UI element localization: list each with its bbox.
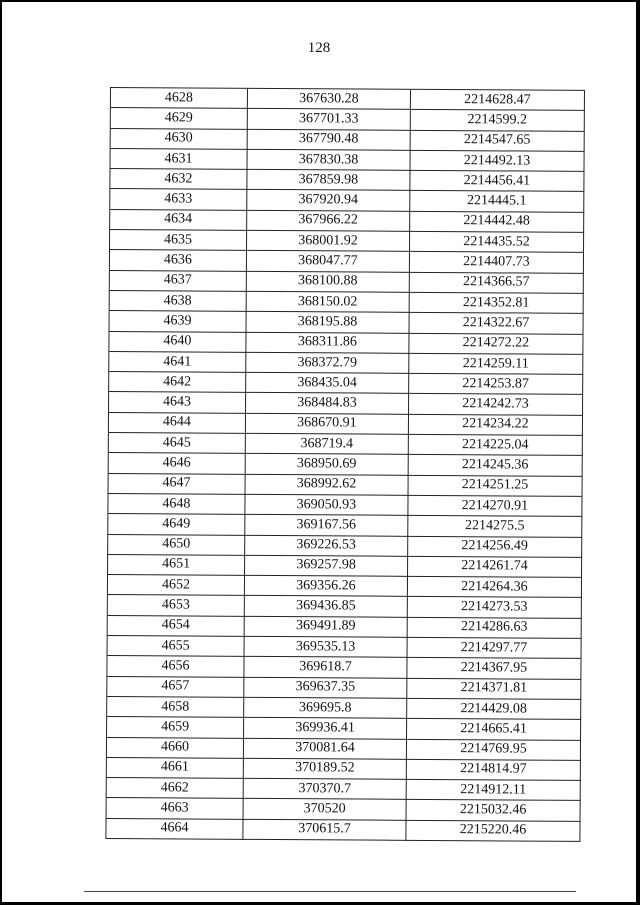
table-row bbox=[110, 291, 584, 314]
y-coordinate-cell: 2214242.73 bbox=[409, 394, 583, 415]
point-id-cell: 4647 bbox=[109, 474, 246, 495]
y-coordinate-cell: 2214769.95 bbox=[407, 739, 581, 760]
x-coordinate-cell: 370081.64 bbox=[244, 738, 407, 759]
table-row bbox=[107, 737, 581, 760]
point-id-cell: 4655 bbox=[108, 636, 245, 657]
x-coordinate-cell: 370520 bbox=[244, 799, 407, 820]
y-coordinate-cell: 2214256.49 bbox=[408, 536, 582, 557]
x-coordinate-cell: 367630.28 bbox=[248, 89, 411, 110]
y-coordinate-cell: 2214225.04 bbox=[409, 435, 583, 456]
point-id-cell: 4629 bbox=[111, 108, 248, 129]
point-id-cell: 4642 bbox=[109, 372, 246, 393]
x-coordinate-cell: 368150.02 bbox=[247, 292, 410, 313]
point-id-cell: 4632 bbox=[110, 169, 247, 190]
table-row bbox=[110, 311, 584, 334]
point-id-cell: 4638 bbox=[110, 291, 247, 312]
y-coordinate-cell: 2214322.67 bbox=[410, 313, 584, 334]
x-coordinate-cell: 368670.91 bbox=[246, 414, 409, 435]
table-row bbox=[108, 555, 582, 578]
table-row bbox=[109, 474, 583, 497]
table-row bbox=[109, 413, 583, 436]
x-coordinate-cell: 369356.26 bbox=[245, 576, 408, 597]
y-coordinate-cell: 2214275.5 bbox=[408, 516, 582, 537]
point-id-cell: 4628 bbox=[111, 88, 248, 109]
table-row bbox=[107, 758, 581, 781]
table-row bbox=[110, 230, 584, 253]
y-coordinate-cell: 2215032.46 bbox=[407, 800, 581, 821]
x-coordinate-cell: 368047.77 bbox=[247, 251, 410, 272]
point-id-cell: 4636 bbox=[110, 250, 247, 271]
y-coordinate-cell: 2214245.36 bbox=[409, 455, 583, 476]
point-id-cell: 4660 bbox=[107, 737, 244, 758]
table-row bbox=[107, 697, 581, 720]
x-coordinate-cell: 367920.94 bbox=[247, 190, 410, 211]
table-row bbox=[111, 88, 585, 111]
x-coordinate-cell: 368100.88 bbox=[247, 272, 410, 293]
y-coordinate-cell: 2214366.57 bbox=[410, 273, 584, 294]
y-coordinate-cell: 2214814.97 bbox=[407, 760, 581, 781]
point-id-cell: 4637 bbox=[110, 271, 247, 292]
point-id-cell: 4646 bbox=[109, 453, 246, 474]
x-coordinate-cell: 369050.93 bbox=[245, 495, 408, 516]
table-row bbox=[108, 595, 582, 618]
x-coordinate-cell: 370370.7 bbox=[244, 779, 407, 800]
x-coordinate-cell: 370189.52 bbox=[244, 759, 407, 780]
x-coordinate-cell: 369167.56 bbox=[245, 515, 408, 536]
y-coordinate-cell: 2214367.95 bbox=[407, 658, 581, 679]
table-row bbox=[106, 819, 580, 842]
x-coordinate-cell: 368719.4 bbox=[246, 434, 409, 455]
point-id-cell: 4657 bbox=[107, 677, 244, 698]
table-row bbox=[110, 189, 584, 212]
table-row bbox=[109, 453, 583, 476]
table-row bbox=[108, 535, 582, 558]
x-coordinate-cell: 369491.89 bbox=[245, 617, 408, 638]
point-id-cell: 4662 bbox=[107, 778, 244, 799]
table-row bbox=[108, 616, 582, 639]
table-row bbox=[109, 352, 583, 375]
x-coordinate-cell: 370615.7 bbox=[243, 820, 406, 841]
x-coordinate-cell: 368195.88 bbox=[247, 312, 410, 333]
x-coordinate-cell: 369226.53 bbox=[245, 535, 408, 556]
table-row bbox=[110, 210, 584, 233]
y-coordinate-cell: 2214547.65 bbox=[411, 130, 585, 151]
point-id-cell: 4639 bbox=[110, 311, 247, 332]
table-row bbox=[107, 656, 581, 679]
point-id-cell: 4631 bbox=[110, 149, 247, 170]
y-coordinate-cell: 2214599.2 bbox=[411, 110, 585, 131]
table-row bbox=[108, 514, 582, 537]
y-coordinate-cell: 2214251.25 bbox=[409, 475, 583, 496]
point-id-cell: 4644 bbox=[109, 413, 246, 434]
y-coordinate-cell: 2214261.74 bbox=[408, 557, 582, 578]
y-coordinate-cell: 2214371.81 bbox=[407, 678, 581, 699]
table-row bbox=[108, 575, 582, 598]
table-row bbox=[109, 372, 583, 395]
table-row bbox=[111, 108, 585, 131]
x-coordinate-cell: 367966.22 bbox=[247, 211, 410, 232]
y-coordinate-cell: 2215220.46 bbox=[406, 821, 580, 842]
x-coordinate-cell: 368435.04 bbox=[246, 373, 409, 394]
point-id-cell: 4641 bbox=[109, 352, 246, 373]
y-coordinate-cell: 2214259.11 bbox=[409, 354, 583, 375]
table-row bbox=[108, 494, 582, 517]
table-row bbox=[109, 392, 583, 415]
y-coordinate-cell: 2214492.13 bbox=[410, 151, 584, 172]
x-coordinate-cell: 369535.13 bbox=[245, 637, 408, 658]
y-coordinate-cell: 2214442.48 bbox=[410, 212, 584, 233]
x-coordinate-cell: 367701.33 bbox=[248, 109, 411, 130]
x-coordinate-cell: 369257.98 bbox=[245, 556, 408, 577]
y-coordinate-cell: 2214429.08 bbox=[407, 699, 581, 720]
x-coordinate-cell: 368001.92 bbox=[247, 231, 410, 252]
x-coordinate-cell: 367830.38 bbox=[247, 150, 410, 171]
point-id-cell: 4643 bbox=[109, 392, 246, 413]
point-id-cell: 4659 bbox=[107, 717, 244, 738]
y-coordinate-cell: 2214665.41 bbox=[407, 719, 581, 740]
point-id-cell: 4651 bbox=[108, 555, 245, 576]
point-id-cell: 4664 bbox=[106, 819, 243, 840]
y-coordinate-cell: 2214286.63 bbox=[408, 618, 582, 639]
y-coordinate-cell: 2214912.11 bbox=[407, 780, 581, 801]
x-coordinate-cell: 368372.79 bbox=[246, 353, 409, 374]
point-id-cell: 4640 bbox=[109, 332, 246, 353]
table-row bbox=[110, 271, 584, 294]
page-number: 128 bbox=[307, 40, 331, 56]
y-coordinate-cell: 2214445.1 bbox=[410, 191, 584, 212]
coordinate-table bbox=[105, 87, 585, 842]
y-coordinate-cell: 2214272.22 bbox=[409, 333, 583, 354]
point-id-cell: 4645 bbox=[109, 433, 246, 454]
table-row bbox=[110, 250, 584, 273]
y-coordinate-cell: 2214264.36 bbox=[408, 577, 582, 598]
point-id-cell: 4658 bbox=[107, 697, 244, 718]
x-coordinate-cell: 369637.35 bbox=[244, 677, 407, 698]
y-coordinate-cell: 2214456.41 bbox=[410, 171, 584, 192]
y-coordinate-cell: 2214297.77 bbox=[408, 638, 582, 659]
point-id-cell: 4652 bbox=[108, 575, 245, 596]
point-id-cell: 4654 bbox=[108, 616, 245, 637]
table-row bbox=[111, 129, 585, 152]
x-coordinate-cell: 368950.69 bbox=[246, 454, 409, 475]
table-row bbox=[109, 433, 583, 456]
x-coordinate-cell: 368311.86 bbox=[246, 332, 409, 353]
point-id-cell: 4649 bbox=[108, 514, 245, 535]
point-id-cell: 4648 bbox=[108, 494, 245, 515]
table-row bbox=[107, 798, 581, 821]
point-id-cell: 4663 bbox=[107, 798, 244, 819]
document-page bbox=[2, 2, 636, 902]
x-coordinate-cell: 368992.62 bbox=[246, 474, 409, 495]
x-coordinate-cell: 367790.48 bbox=[248, 129, 411, 150]
x-coordinate-cell: 369436.85 bbox=[245, 596, 408, 617]
point-id-cell: 4635 bbox=[110, 230, 247, 251]
table-row bbox=[107, 778, 581, 801]
point-id-cell: 4661 bbox=[107, 758, 244, 779]
y-coordinate-cell: 2214270.91 bbox=[408, 496, 582, 517]
point-id-cell: 4656 bbox=[107, 656, 244, 677]
x-coordinate-cell: 369695.8 bbox=[244, 698, 407, 719]
y-coordinate-cell: 2214253.87 bbox=[409, 374, 583, 395]
point-id-cell: 4653 bbox=[108, 595, 245, 616]
bottom-rule bbox=[84, 891, 576, 892]
x-coordinate-cell: 368484.83 bbox=[246, 393, 409, 414]
x-coordinate-cell: 369936.41 bbox=[244, 718, 407, 739]
table-row bbox=[109, 332, 583, 355]
point-id-cell: 4634 bbox=[110, 210, 247, 231]
y-coordinate-cell: 2214273.53 bbox=[408, 597, 582, 618]
y-coordinate-cell: 2214352.81 bbox=[410, 293, 584, 314]
table-row bbox=[110, 149, 584, 172]
y-coordinate-cell: 2214628.47 bbox=[411, 90, 585, 111]
table-row bbox=[107, 677, 581, 700]
table-row bbox=[108, 636, 582, 659]
point-id-cell: 4650 bbox=[108, 535, 245, 556]
y-coordinate-cell: 2214407.73 bbox=[410, 252, 584, 273]
x-coordinate-cell: 367859.98 bbox=[247, 170, 410, 191]
point-id-cell: 4633 bbox=[110, 189, 247, 210]
table-row bbox=[110, 169, 584, 192]
x-coordinate-cell: 369618.7 bbox=[244, 657, 407, 678]
y-coordinate-cell: 2214234.22 bbox=[409, 415, 583, 436]
point-id-cell: 4630 bbox=[111, 129, 248, 150]
y-coordinate-cell: 2214435.52 bbox=[410, 232, 584, 253]
table-row bbox=[107, 717, 581, 740]
